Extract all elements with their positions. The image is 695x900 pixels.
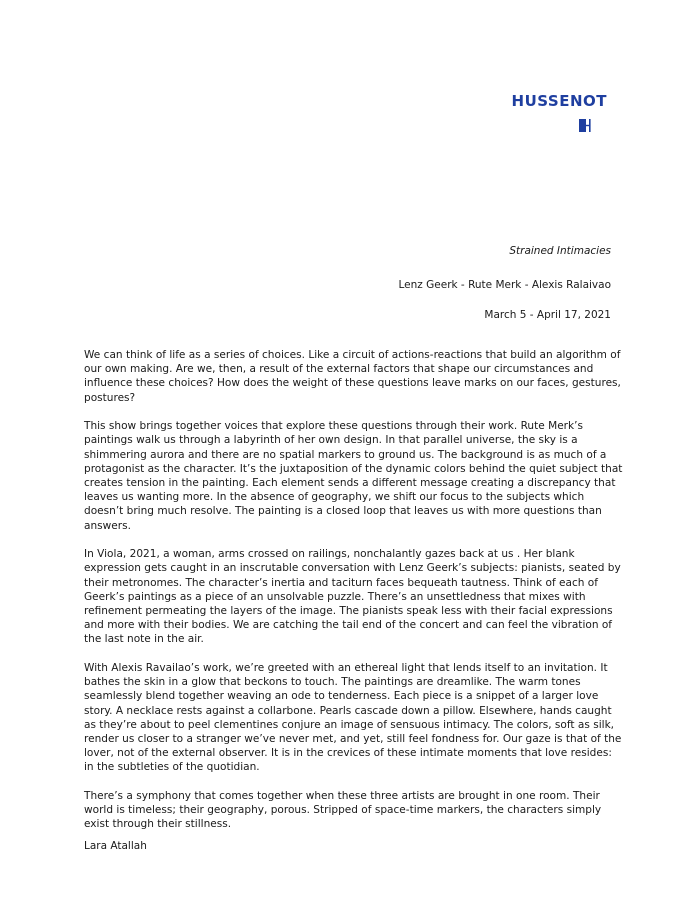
essay-paragraph: This show brings together voices that explore these questions through their work. Rute Merk’s paintings walk us through a labyrinth of her own design. In that parallel universe, the sky is a shimmering aurora and there are no spatial markers to ground us. The background is as much of a protagonist as the character. It’s the juxtaposition of the dynamic colors behind the quiet subject that creates tension in the painting. Each element sends a different message creating a discrepancy that leaves us wanting more. In the absence of geography, we shift our focus to the subjects which doesn’t bring much resolve. The painting is a closed loop that leaves us with more questions than answers. <box>84 420 623 532</box>
brand-wordmark: HUSSENOT <box>511 92 607 110</box>
exhibition-artists: Lenz Geerk - Rute Merk - Alexis Ralaivao <box>398 278 611 291</box>
essay-body <box>84 348 624 846</box>
essay-paragraph: In Viola, 2021, a woman, arms crossed on railings, nonchalantly gazes back at us . Her blank expression gets caught in an inscrutable conversation with Lenz Geerk’s subjects: pianists, seated by their metronomes. The character’s inertia and taciturn faces bequeath tautness. Think of each of Geerk’s paintings as a piece of an unsolvable puzzle. There’s an unsettledness that mixes with refinement permeating the layers of the image. The pianists speak less with their facial expressions and more with their bodies. We are catching the tail end of the concert and can feel the vibration of the last note in the air. <box>84 548 621 646</box>
brand-logo <box>512 92 607 110</box>
exhibition-title: Strained Intimacies <box>509 245 611 257</box>
author-signature: Lara Atallah <box>84 840 147 852</box>
exhibition-info <box>399 246 611 321</box>
essay-paragraph: With Alexis Ravailao’s work, we’re greeted with an ethereal light that lends itself to an invitation. It bathes the skin in a glow that beckons to touch. The paintings are dreamlike. The warm tones seamlessly blend together weaving an ode to tenderness. Each piece is a snippet of a larger love story. A necklace rests against a collarbone. Pearls cascade down a pillow. Elsewhere, hands caught as they’re about to peel clementines conjure an image of sensuous intimacy. The colors, soft as silk, render us closer to a stranger we’ve never met, and yet, still feel fondness for. Our gaze is that of the lover, not of the external observer. It is in the crevices of these intimate moments that love resides: in the subtleties of the quotidian. <box>84 662 622 774</box>
brand-mark-icon <box>579 119 593 132</box>
essay-paragraph: We can think of life as a series of choices. Like a circuit of actions-reactions that build an algorithm of our own making. Are we, then, a result of the external factors that shape our circumstances and influence these choices? How does the weight of these questions leave marks on our faces, gestures, postures? <box>84 349 621 404</box>
exhibition-dates: March 5 - April 17, 2021 <box>484 309 611 321</box>
essay-paragraph: There’s a symphony that comes together when these three artists are brought in one room. Their world is timeless; their geography, porous. Stripped of space-time markers, the characters simply exist through their stillness. <box>84 790 602 831</box>
